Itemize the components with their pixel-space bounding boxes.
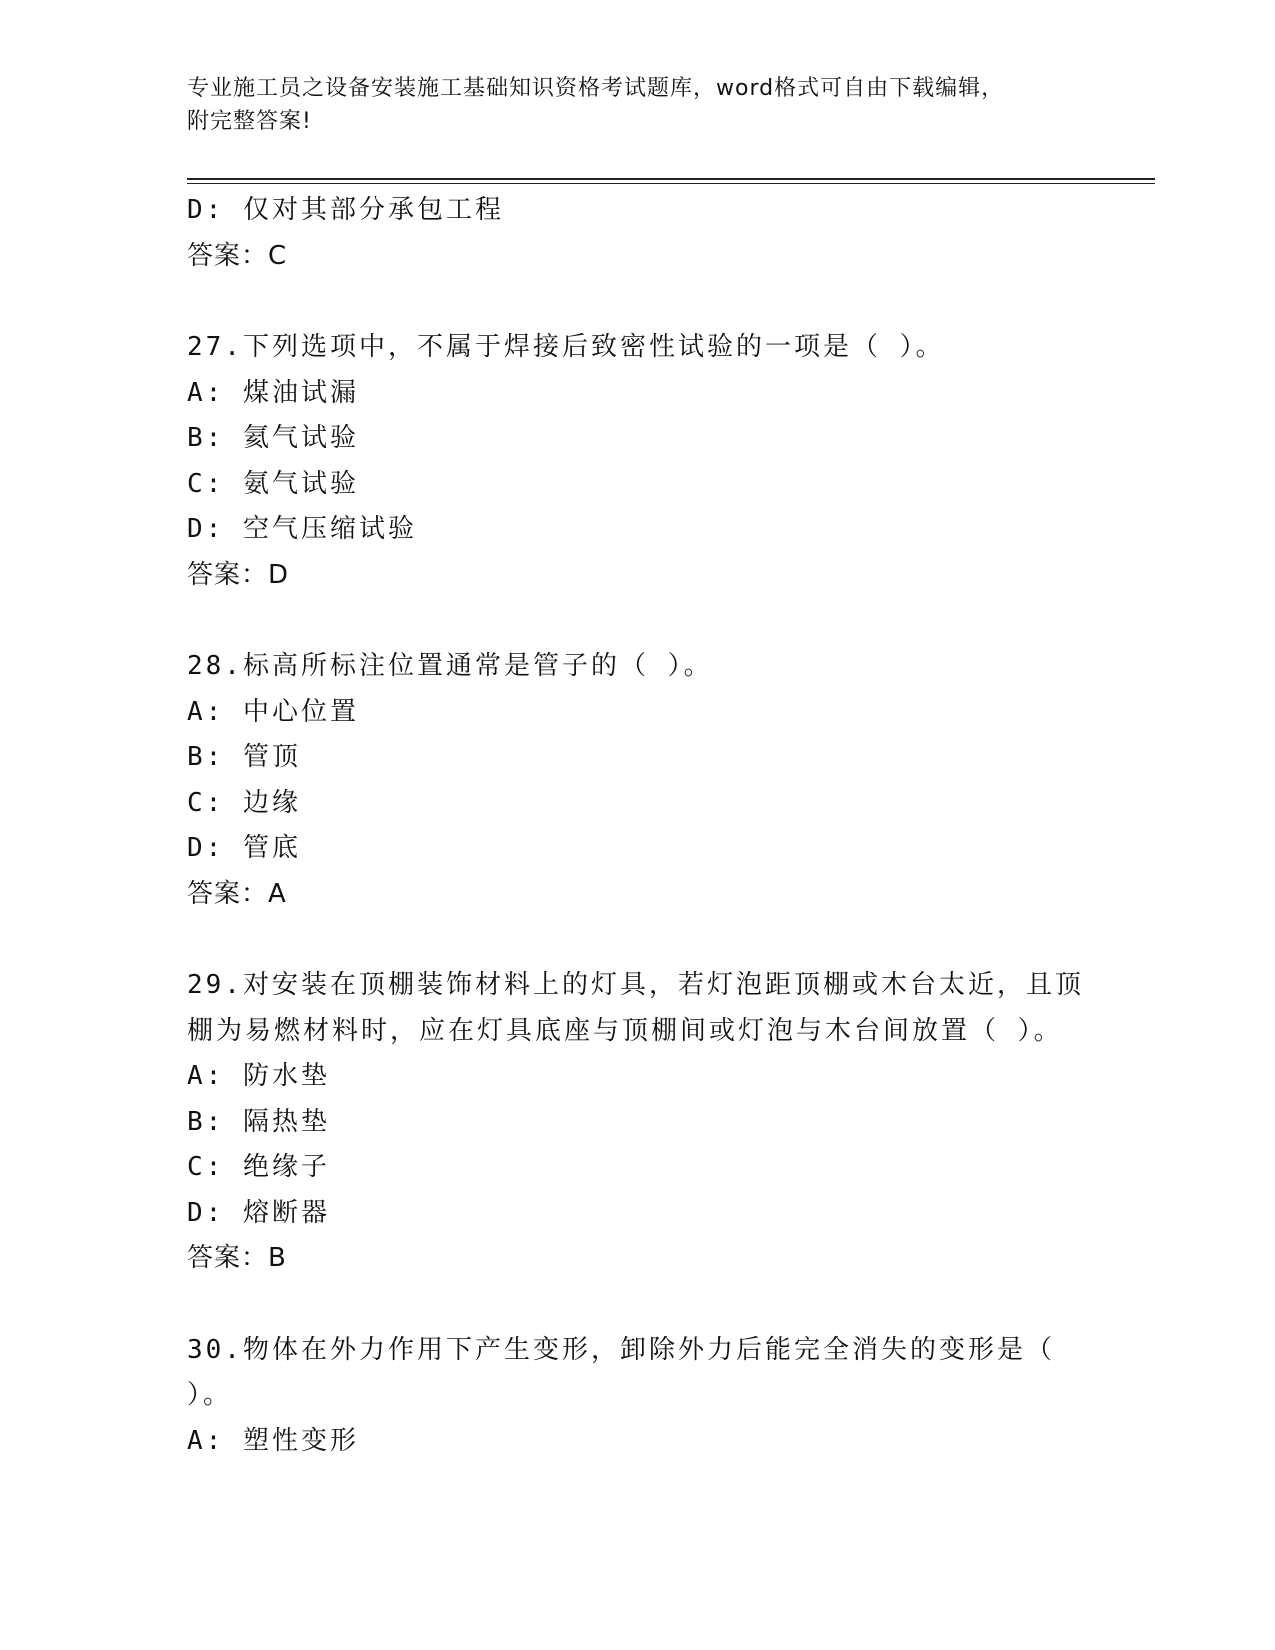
header-divider xyxy=(187,178,1155,184)
option-b: B: 氦气试验 xyxy=(187,423,359,453)
spacer xyxy=(187,279,1087,325)
answer: 答案：D xyxy=(187,559,290,590)
question-stem-line-1: 29.对安装在顶棚装饰材料上的灯具，若灯泡距顶棚或木台太近，且顶 xyxy=(187,970,1084,1000)
option-a: A: 防水垫 xyxy=(187,1061,330,1091)
option-b: B: 管顶 xyxy=(187,742,301,772)
header-title-line-1: 专业施工员之设备安装施工基础知识资格考试题库，word格式可自由下载编辑， xyxy=(187,76,1005,101)
question-29 xyxy=(187,963,1087,1282)
option-d: D: 空气压缩试验 xyxy=(187,514,417,544)
answer: 答案：B xyxy=(187,1243,287,1273)
header-title-line-2: 附完整答案! xyxy=(187,109,312,134)
question-26-continued xyxy=(187,188,1087,279)
question-stem: 27.下列选项中，不属于焊接后致密性试验的一项是（ ）。 xyxy=(187,332,945,362)
question-28 xyxy=(187,644,1087,917)
option-d: D: 管底 xyxy=(187,833,301,863)
option-d: D: 仅对其部分承包工程 xyxy=(187,195,504,225)
option-a: A: 煤油试漏 xyxy=(187,377,359,408)
option-c: C: 边缘 xyxy=(187,787,301,818)
question-stem: 28.标高所标注位置通常是管子的（ ）。 xyxy=(187,651,713,681)
option-c: C: 氨气试验 xyxy=(187,468,359,499)
option-d: D: 熔断器 xyxy=(187,1197,330,1228)
answer: 答案：A xyxy=(187,878,287,909)
option-a: A: 中心位置 xyxy=(187,696,359,727)
answer: 答案：C xyxy=(187,240,288,271)
question-30 xyxy=(187,1328,1087,1465)
option-b: B: 隔热垫 xyxy=(187,1106,330,1137)
option-a: A: 塑性变形 xyxy=(187,1425,359,1456)
question-stem-line-2: ）。 xyxy=(187,1380,233,1410)
question-stem-line-1: 30.物体在外力作用下产生变形，卸除外力后能完全消失的变形是（ xyxy=(187,1334,1055,1365)
question-27 xyxy=(187,325,1087,598)
spacer xyxy=(187,598,1087,644)
option-c: C: 绝缘子 xyxy=(187,1152,330,1182)
question-content xyxy=(187,188,1087,1464)
spacer xyxy=(187,1282,1087,1328)
page-header xyxy=(187,72,1067,138)
question-stem-line-2: 棚为易燃材料时，应在灯具底座与顶棚间或灯泡与木台间放置（ ）。 xyxy=(187,1015,1063,1046)
spacer xyxy=(187,917,1087,963)
